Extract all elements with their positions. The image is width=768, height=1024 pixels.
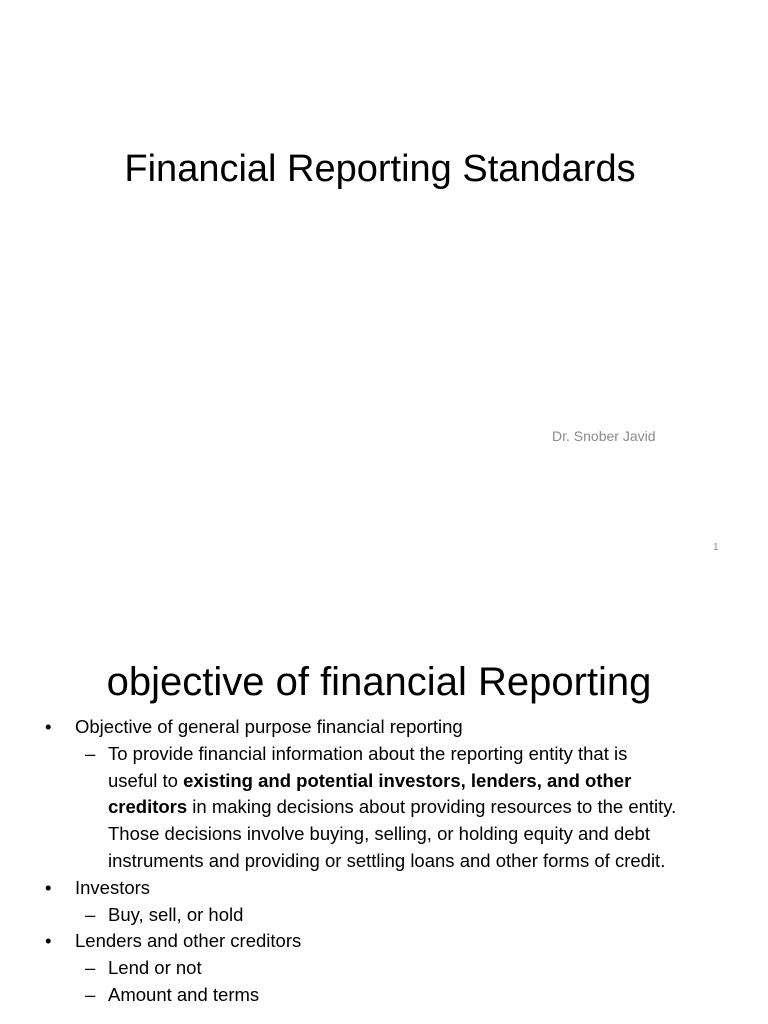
sub-list-item	[40, 982, 730, 1009]
slide-2	[0, 576, 768, 1024]
list-item-text: Investors	[75, 876, 151, 898]
sub-list-item	[40, 902, 730, 929]
bullet-icon: •	[45, 716, 52, 737]
sub-item-emphasis: existing and potential investors, lenders, and other	[183, 769, 632, 791]
slide-2-title: objective of financial Reporting	[106, 660, 652, 705]
list-item-text: Lenders and other creditors	[75, 930, 302, 952]
bullet-list	[40, 714, 730, 1009]
slide-number: 1	[713, 542, 719, 553]
dash-icon: –	[85, 903, 96, 925]
sub-item-line: Those decisions involve buying, selling, or holding equity and debt	[108, 823, 650, 845]
sub-item-line: To provide financial information about the reporting entity that is	[108, 742, 628, 764]
sub-item-line: Lend or not	[108, 957, 202, 979]
bullet-icon: •	[45, 876, 52, 898]
dash-icon: –	[85, 742, 96, 764]
list-item	[40, 714, 730, 741]
author-name: Dr. Snober Javid	[552, 428, 656, 444]
sub-item-text: in making decisions about providing resources to the entity.	[187, 796, 677, 818]
list-item	[40, 875, 730, 902]
sub-item-line	[108, 794, 730, 821]
bullet-icon: •	[45, 930, 52, 952]
sub-item-emphasis: creditors	[108, 796, 188, 818]
sub-item-line	[108, 768, 730, 795]
sub-item-line: instruments and providing or settling loans and other forms of credit.	[108, 849, 666, 871]
dash-icon: –	[85, 983, 96, 1005]
list-item-text: Objective of general purpose financial reporting	[75, 716, 463, 737]
sub-list-item	[40, 955, 730, 982]
list-item	[40, 928, 730, 955]
slide-1-title: Financial Reporting Standards	[124, 148, 636, 191]
sub-item-line: Amount and terms	[108, 983, 260, 1005]
dash-icon: –	[85, 957, 96, 979]
sub-list-item	[40, 741, 730, 875]
sub-item-text: useful to	[108, 769, 184, 791]
sub-item-line: Buy, sell, or hold	[108, 903, 244, 925]
